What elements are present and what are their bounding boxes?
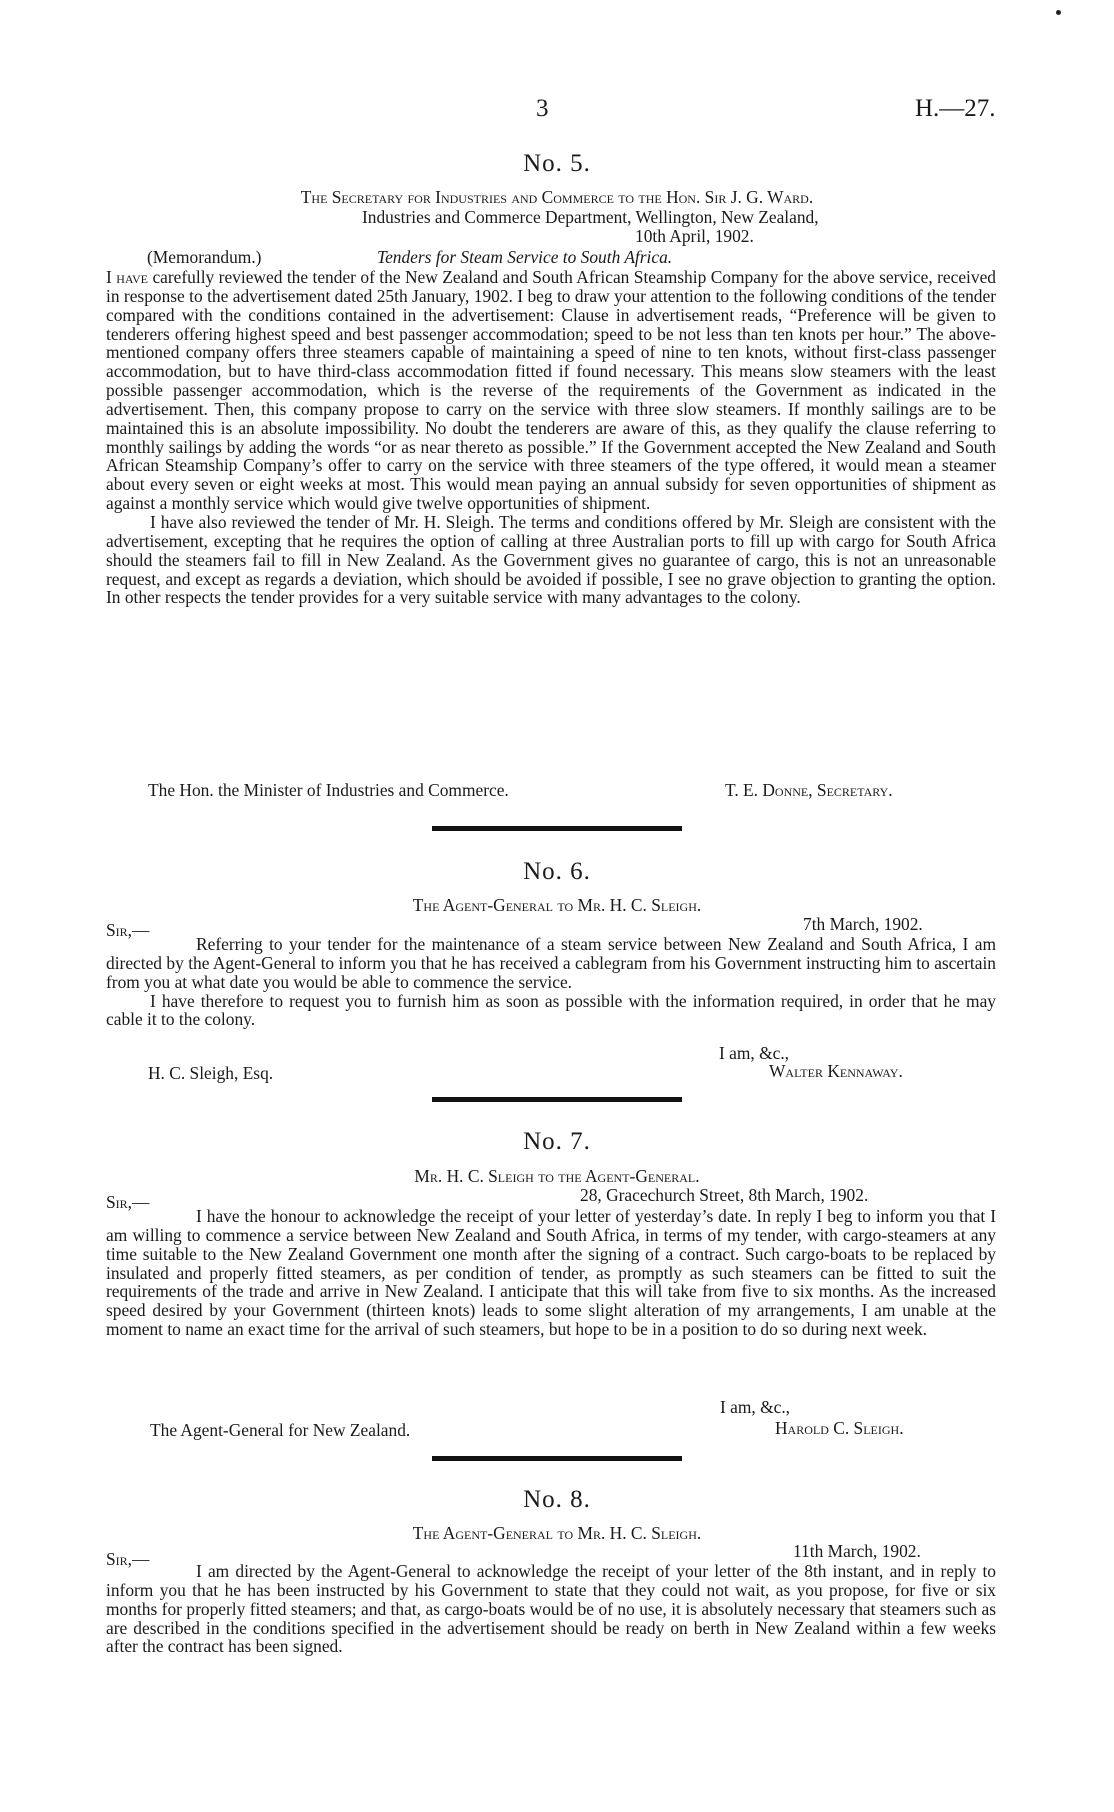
doc5-heading: No. 5. (523, 150, 591, 177)
doc5-paragraph1-text: carefully reviewed the tender of the New Zealand and South African Steamship Company for the above service, received in response to the advertisement dated 25th January, 1902. I beg to draw your attention to the following conditions of the tender compared with the conditions contained in the advertisement: Clause in advertisement reads, “Preference will be given to tenderers offering highest speed and best passenger accommodation; speed to be not less than ten knots per hour.” The above-mentioned company offers three steamers capable of maintaining a speed of nine to ten knots, without first-class passenger accommodation, but to have third-class accommodation fitted if found necessary. This means slow steamers with the least possible passenger accommodation, which is the reverse of the requirements of the Government as indicated in the advertisement. Then, this company propose to carry on the service with three slow steamers. If monthly sailings are to be maintained this is an absolute impossibility. No doubt the tenderers are aware of this, as they qualify the clause referring to monthly sailings by adding the words “or as near thereto as possible.” If the Government accepted the New Zealand and South African Steamship Company’s offer to carry on the service with three steamers of the type offered, it would mean a steamer about every seven or eight weeks at most. This would mean paying an annual subsidy for seven opportunities of shipment as against a monthly service which would give twelve opportunities of shipment. (106, 267, 996, 514)
doc7-date: 28, Gracechurch Street, 8th March, 1902. (580, 1185, 869, 1205)
doc6-paragraph2: I have therefore to request you to furnish him as soon as possible with the information required, in order that he may cable it to the colony. (106, 990, 996, 1030)
document-reference: H.—27. (915, 95, 996, 122)
doc6-paragraph1: Referring to your tender for the maintenance of a steam service between New Zealand and South Africa, I am directed by the Agent-General to inform you that he has received a cablegram from his Government instructing him to ascertain from you at what date you would be able to commence the service. (106, 934, 996, 992)
doc6-date: 7th March, 1902. (803, 914, 923, 934)
doc5-address-line2: 10th April, 1902. (635, 226, 754, 246)
doc8-body (106, 1562, 996, 1656)
doc6-closing: I am, &c., (719, 1043, 790, 1063)
doc6-addressee: H. C. Sleigh, Esq. (148, 1063, 274, 1083)
doc7-heading: No. 7. (523, 1128, 591, 1155)
doc6-heading: No. 6. (523, 858, 591, 885)
doc7-title: Mr. H. C. Sleigh to the Agent-General. (414, 1166, 700, 1186)
doc8-date: 11th March, 1902. (793, 1541, 921, 1561)
section-divider (432, 1456, 682, 1461)
doc7-salutation: Sir,— (106, 1192, 150, 1212)
doc7-addressee: The Agent-General for New Zealand. (150, 1420, 411, 1440)
doc8-heading: No. 8. (523, 1486, 591, 1513)
section-divider (432, 1097, 682, 1102)
doc7-closing: I am, &c., (720, 1397, 791, 1417)
doc5-subject: Tenders for Steam Service to South Africa. (377, 247, 673, 267)
doc7-body (106, 1207, 996, 1339)
doc8-title: The Agent-General to Mr. H. C. Sleigh. (412, 1523, 702, 1543)
doc6-salutation: Sir,— (106, 920, 150, 940)
doc8-paragraph1: I am directed by the Agent-General to acknowledge the receipt of your letter of the 8th instant, and in reply to inform you that he has been instructed by his Government to state that they could not wait, as you propose, for five or six months for properly fitted steamers; and that, as cargo-boats would be of no use, it is absolutely necessary that steamers such as are described in the conditions specified in the advertisement should be ready on berth in New Zealand within a few weeks after the contract has been signed. (106, 1561, 996, 1657)
doc5-memo: (Memorandum.) (147, 247, 262, 267)
speck-mark (1056, 10, 1061, 15)
doc5-title: The Secretary for Industries and Commerce to the Hon. Sir J. G. Ward. (300, 187, 814, 207)
doc5-paragraph1-lead: I have (106, 267, 149, 287)
doc5-body (106, 268, 996, 607)
doc5-paragraph1 (106, 268, 996, 513)
doc5-addressee: The Hon. the Minister of Industries and Commerce. (148, 780, 509, 800)
doc6-title: The Agent-General to Mr. H. C. Sleigh. (412, 895, 702, 915)
doc6-body (106, 935, 996, 1029)
section-divider (432, 826, 682, 831)
doc5-signature: T. E. Donne, Secretary. (725, 780, 893, 800)
doc7-paragraph1: I have the honour to acknowledge the receipt of your letter of yesterday’s date. In reply I beg to inform you that I am willing to commence a service between New Zealand and South Africa, in terms of my tender, with cargo-steamers at any time suitable to the New Zealand Government one month after the signing of a contract. Such cargo-boats to be replaced by insulated and properly fitted steamers, as per condition of tender, as promptly as such steamers can be fitted to suit the requirements of the trade and arrive in New Zealand. I anticipate that this will take from five to six months. As the increased speed desired by your Government (thirteen knots) leads to some slight alteration of my arrangements, I am unable at the moment to name an exact time for the arrival of such steamers, but hope to be in a position to do so during next week. (106, 1206, 996, 1340)
doc6-signature: Walter Kennaway. (769, 1061, 903, 1081)
page-number: 3 (536, 95, 549, 122)
doc8-salutation: Sir,— (106, 1549, 150, 1569)
doc5-paragraph2: I have also reviewed the tender of Mr. H. Sleigh. The terms and conditions offered by Mr. Sleigh are consistent with the advertisement, excepting that he requires the option of calling at three Australian ports to fill up with cargo for South Africa should the steamers fail to fill in New Zealand. As the Government gives no guarantee of cargo, this is not an unreasonable request, and except as regards a deviation, which should be avoided if possible, I see no grave objection to granting the option. In other respects the tender provides for a very suitable service with many advantages to the colony. (106, 511, 996, 608)
doc7-signature: Harold C. Sleigh. (775, 1418, 904, 1438)
doc5-address-line1: Industries and Commerce Department, Wellington, New Zealand, (362, 207, 819, 227)
